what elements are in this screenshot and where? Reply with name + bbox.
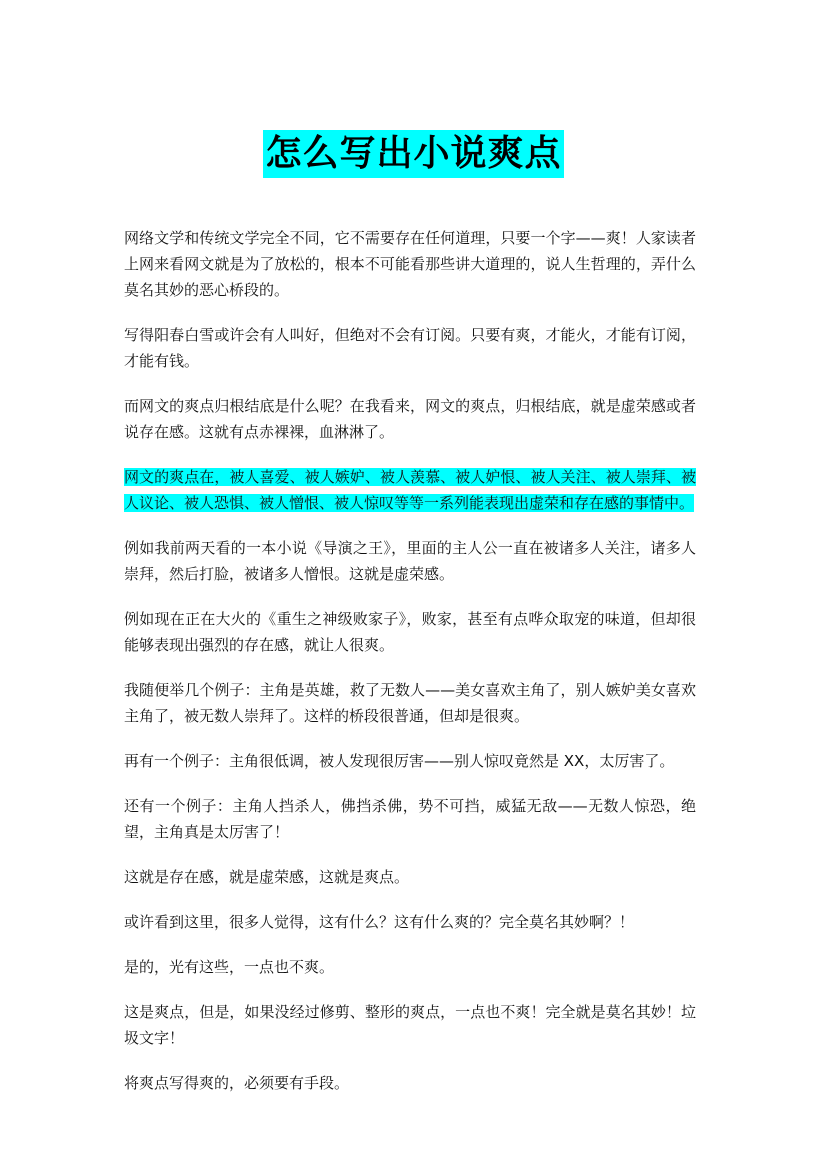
paragraph: 我随便举几个例子：主角是英雄，救了无数人——美女喜欢主角了，别人嫉妒美女喜欢主角了，被无数人崇拜了。这样的桥段很普通，但却是很爽。	[124, 681, 696, 725]
paragraph: 或许看到这里，很多人觉得，这有什么？这有什么爽的？完全莫名其妙啊？！	[124, 913, 635, 931]
paragraph: 将爽点写得爽的，必须要有手段。	[124, 1074, 350, 1092]
paragraph: 再有一个例子：主角很低调，被人发现很厉害——别人惊叹竟然是 XX，太厉害了。	[124, 752, 675, 770]
highlighted-text: 网文的爽点在，被人喜爱、被人嫉妒、被人羡慕、被人妒恨、被人关注、被人崇拜、被人议论、被人恐惧、被人憎恨、被人惊叹等等一系列能表现出虚荣和存在感的事情中。	[124, 468, 696, 512]
paragraph: 而网文的爽点归根结底是什么呢？在我看来，网文的爽点，归根结底，就是虚荣感或者说存在感。这就有点赤裸裸，血淋淋了。	[124, 397, 696, 441]
paragraph: 写得阳春白雪或许会有人叫好，但绝对不会有订阅。只要有爽，才能火，才能有订阅，才能有钱。	[124, 326, 696, 370]
paragraph: 是的，光有这些，一点也不爽。	[124, 958, 335, 976]
title-wrap	[0, 130, 827, 178]
document-title: 怎么写出小说爽点	[263, 130, 563, 178]
paragraph: 这是爽点，但是，如果没经过修剪、整形的爽点，一点也不爽！完全就是莫名其妙！垃圾文字！	[124, 1003, 696, 1047]
paragraph: 这就是存在感，就是虚荣感，这就是爽点。	[124, 868, 410, 886]
paragraph: 例如现在正在大火的《重生之神级败家子》，败家，甚至有点哗众取宠的味道，但却很能够表现出强烈的存在感，就让人很爽。	[124, 610, 696, 654]
paragraph: 网络文学和传统文学完全不同，它不需要存在任何道理，只要一个字——爽！人家读者上网来看网文就是为了放松的，根本不可能看那些讲大道理的，说人生哲理的，弄什么莫名其妙的恶心桥段的。	[124, 229, 696, 299]
document-body	[124, 225, 696, 1115]
paragraph: 例如我前两天看的一本小说《导演之王》，里面的主人公一直在被诸多人关注，诸多人崇拜，然后打脸，被诸多人憎恨。这就是虚荣感。	[124, 539, 696, 583]
paragraph: 还有一个例子：主角人挡杀人，佛挡杀佛，势不可挡，威猛无敌——无数人惊恐，绝望，主角真是太厉害了！	[124, 797, 696, 841]
highlighted-paragraph	[124, 464, 696, 516]
